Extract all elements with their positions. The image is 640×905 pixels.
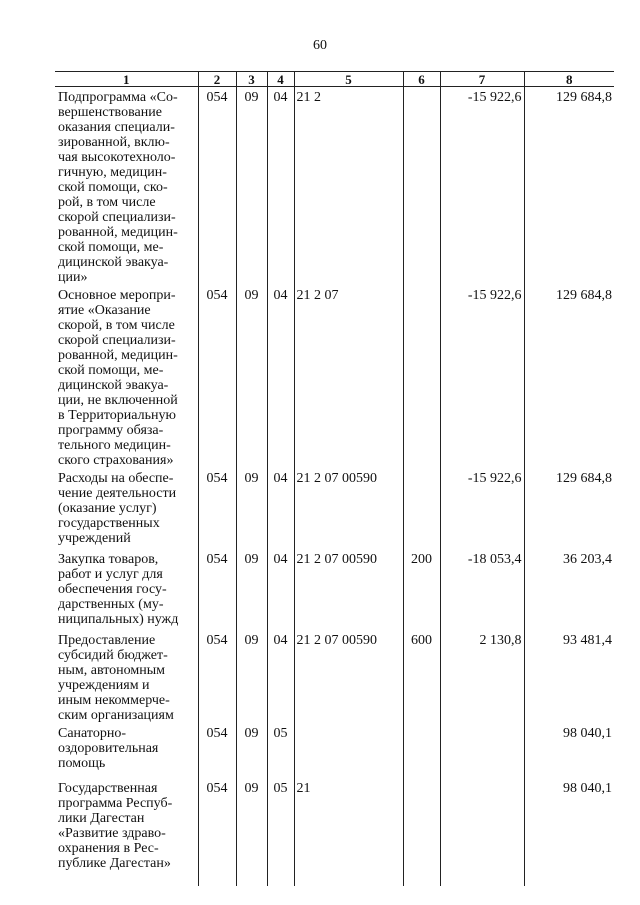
target-article-code: 21 2 07 00590 bbox=[294, 549, 403, 630]
expense-type-code bbox=[403, 778, 440, 886]
column-header-5: 5 bbox=[294, 72, 403, 87]
table-row bbox=[55, 87, 614, 286]
change-amount: -15 922,6 bbox=[440, 285, 524, 468]
column-header-4: 4 bbox=[267, 72, 294, 87]
table-row bbox=[55, 723, 614, 778]
ministry-code: 054 bbox=[198, 549, 236, 630]
target-article-code: 21 2 07 bbox=[294, 285, 403, 468]
expense-type-code bbox=[403, 723, 440, 778]
expense-type-code bbox=[403, 87, 440, 286]
item-name: Основное меропри- ятие «Оказание скорой, в том числе скорой специализи- рованной, медицин- ской помощи, ме- дицинской эвакуа- ции, не включенной в Территориальную программу обяза- тельного медицин- ского страхования» bbox=[58, 288, 178, 468]
table-row bbox=[55, 285, 614, 468]
section-code: 09 bbox=[236, 723, 267, 778]
subsection-code: 04 bbox=[267, 630, 294, 723]
total-amount: 129 684,8 bbox=[524, 87, 614, 286]
table-row bbox=[55, 778, 614, 886]
change-amount bbox=[440, 778, 524, 886]
target-article-code: 21 bbox=[294, 778, 403, 886]
section-code: 09 bbox=[236, 630, 267, 723]
table-row bbox=[55, 630, 614, 723]
subsection-code: 04 bbox=[267, 87, 294, 286]
expense-type-code bbox=[403, 285, 440, 468]
expense-type-code bbox=[403, 468, 440, 549]
ministry-code: 054 bbox=[198, 285, 236, 468]
column-header-7: 7 bbox=[440, 72, 524, 87]
target-article-code: 21 2 bbox=[294, 87, 403, 286]
item-name: Предоставление субсидий бюджет- ным, автономным учреждениям и иным некоммерче- ским организациям bbox=[58, 633, 174, 723]
ministry-code: 054 bbox=[198, 630, 236, 723]
total-amount: 36 203,4 bbox=[524, 549, 614, 630]
header-row bbox=[55, 72, 614, 87]
section-code: 09 bbox=[236, 468, 267, 549]
item-name: Подпрограмма «Со- вершенствование оказания специали- зированной, вклю- чая высокотехноло- гичную, медицин- ской помощи, ско- рой, в том числе скорой специализи- рованной, медицин- ской помощи, ме- дицинской эвакуа- ции» bbox=[58, 90, 178, 285]
column-header-2: 2 bbox=[198, 72, 236, 87]
column-header-6: 6 bbox=[403, 72, 440, 87]
subsection-code: 05 bbox=[267, 723, 294, 778]
target-article-code bbox=[294, 723, 403, 778]
section-code: 09 bbox=[236, 87, 267, 286]
ministry-code: 054 bbox=[198, 723, 236, 778]
subsection-code: 04 bbox=[267, 549, 294, 630]
page-number: 60 bbox=[313, 38, 327, 53]
subsection-code: 04 bbox=[267, 285, 294, 468]
section-code: 09 bbox=[236, 549, 267, 630]
table-body bbox=[55, 87, 614, 887]
ministry-code: 054 bbox=[198, 778, 236, 886]
total-amount: 93 481,4 bbox=[524, 630, 614, 723]
item-name: Закупка товаров, работ и услуг для обеспечения госу- дарственных (му- ниципальных) нужд bbox=[58, 552, 179, 627]
change-amount: 2 130,8 bbox=[440, 630, 524, 723]
subsection-code: 04 bbox=[267, 468, 294, 549]
column-header-1: 1 bbox=[55, 72, 198, 87]
change-amount: -15 922,6 bbox=[440, 468, 524, 549]
item-name: Санаторно- оздоровительная помощь bbox=[58, 726, 159, 771]
column-header-8: 8 bbox=[524, 72, 614, 87]
total-amount: 129 684,8 bbox=[524, 468, 614, 549]
section-code: 09 bbox=[236, 285, 267, 468]
table-row bbox=[55, 468, 614, 549]
budget-table bbox=[55, 71, 614, 886]
change-amount bbox=[440, 723, 524, 778]
expense-type-code: 200 bbox=[403, 549, 440, 630]
change-amount: -18 053,4 bbox=[440, 549, 524, 630]
total-amount: 98 040,1 bbox=[524, 723, 614, 778]
target-article-code: 21 2 07 00590 bbox=[294, 468, 403, 549]
expense-type-code: 600 bbox=[403, 630, 440, 723]
item-name: Государственная программа Респуб- лики Дагестан «Развитие здраво- охранения в Рес- публике Дагестан» bbox=[58, 781, 173, 871]
target-article-code: 21 2 07 00590 bbox=[294, 630, 403, 723]
total-amount: 98 040,1 bbox=[524, 778, 614, 886]
total-amount: 129 684,8 bbox=[524, 285, 614, 468]
item-name: Расходы на обеспе- чение деятельности (оказание услуг) государственных учреждений bbox=[58, 471, 177, 546]
ministry-code: 054 bbox=[198, 468, 236, 549]
ministry-code: 054 bbox=[198, 87, 236, 286]
table-row bbox=[55, 549, 614, 630]
subsection-code: 05 bbox=[267, 778, 294, 886]
change-amount: -15 922,6 bbox=[440, 87, 524, 286]
section-code: 09 bbox=[236, 778, 267, 886]
column-header-3: 3 bbox=[236, 72, 267, 87]
